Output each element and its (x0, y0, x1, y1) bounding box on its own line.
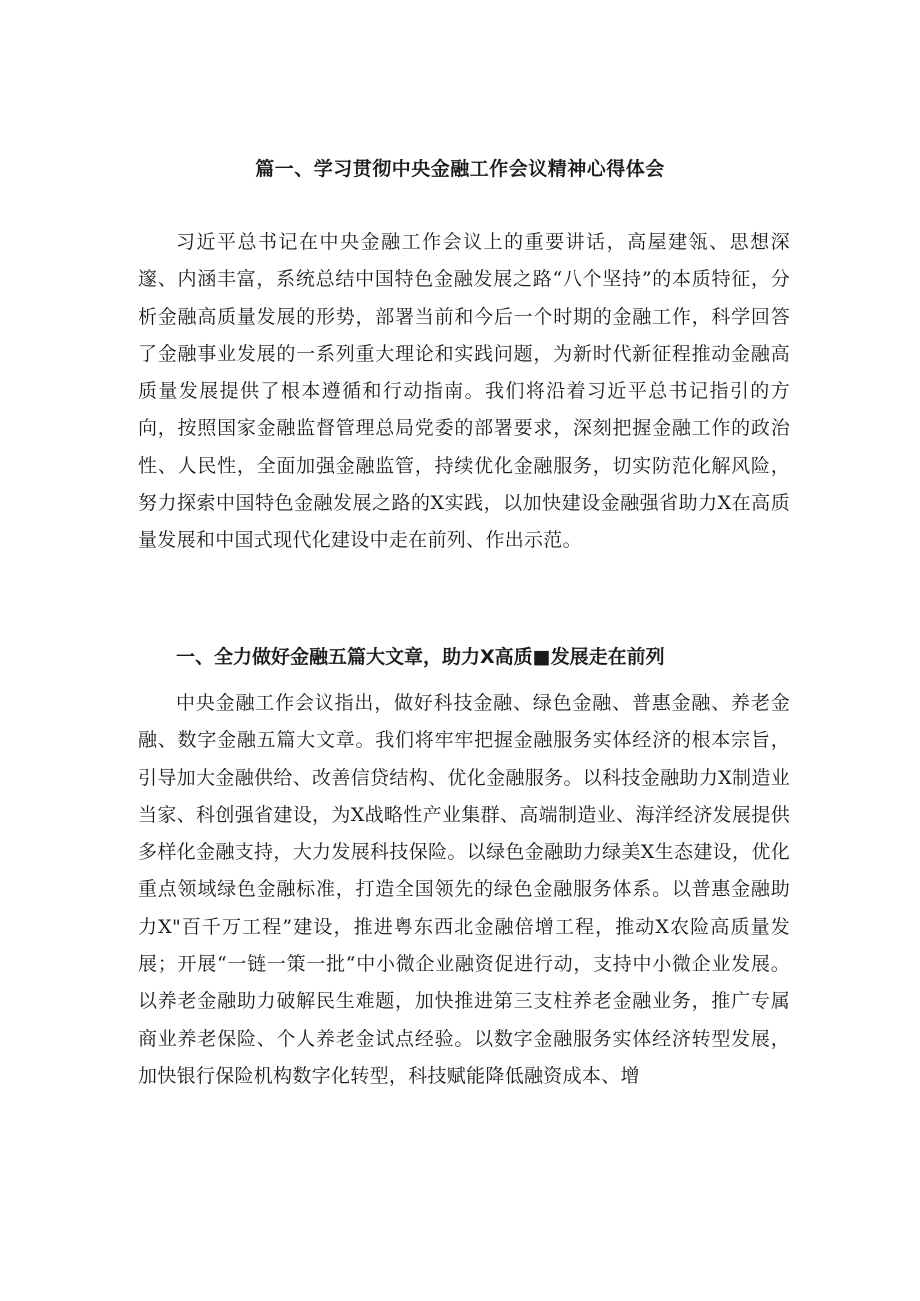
paragraph-section-1: 中央金融工作会议指出，做好科技金融、绿色金融、普惠金融、养老金融、数字金融五篇大文章。我们将牢牢把握金融服务实体经济的根本宗旨，引导加大金融供给、改善信贷结构、优化金融服务。以科技金融助力X制造业当家、科创强省建设，为X战略性产业集群、高端制造业、海洋经济发展提供多样化金融支持，大力发展科技保险。以绿色金融助力绿美X生态建设，优化重点领域绿色金融标准，打造全国领先的绿色金融服务体系。以普惠金融助力X"百千万工程”建设，推进粤东西北金融倍增工程，推动X农险高质量发展；开展“一链一策一批“中小微企业融资促进行动，支持中小微企业发展。以养老金融助力破解民生难题，加快推进第三支柱养老金融业务，推广专属商业养老保险、个人养老金试点经验。以数字金融服务实体经济转型发展，加快银行保险机构数字化转型，科技赋能降低融资成本、增 (138, 692, 790, 1087)
document-title: 篇一、学习贯彻中央金融工作会议精神心得体会 (255, 158, 665, 180)
paragraph-intro: 习近平总书记在中央金融工作会议上的重要讲话，高屋建瓴、思想深邃、内涵丰富，系统总结中国特色金融发展之路“八个坚持”的本质特征，分析金融高质量发展的形势，部署当前和今后一个时期的金融工作，科学回答了金融事业发展的一系列重大理论和实践问题，为新时代新征程推动金融高质量发展提供了根本遵循和行动指南。我们将沿着习近平总书记指引的方向，按照国家金融监督管理总局党委的部署要求，深刻把握金融工作的政治性、人民性，全面加强金融监管，持续优化金融服务，切实防范化解风险，努力探索中国特色金融发展之路的X实践，以加快建设金融强省助力X在高质量发展和中国式现代化建设中走在前列、作出示范。 (138, 231, 790, 552)
section-heading-1: 一、全力做好金融五篇大文章，助力X高质■发展走在前列 (176, 646, 665, 668)
